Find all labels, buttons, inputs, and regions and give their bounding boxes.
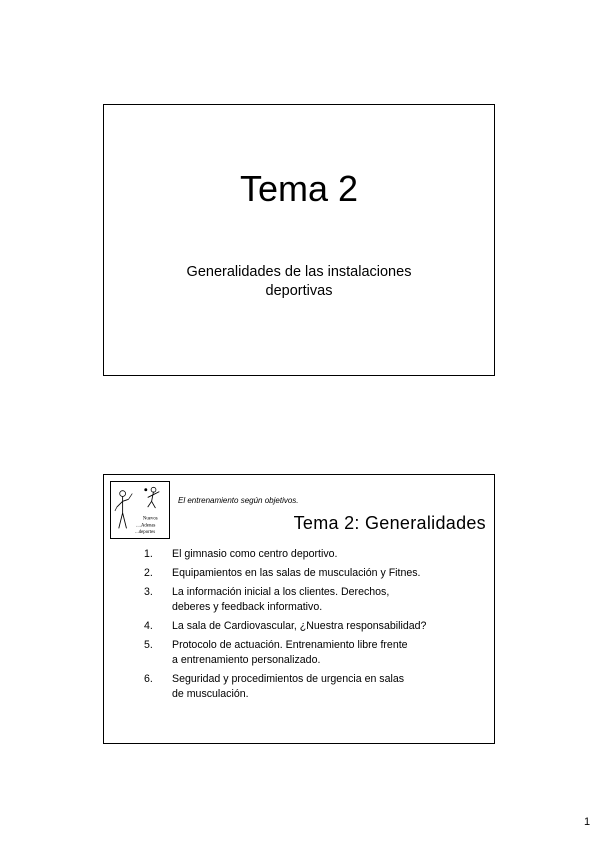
slide-1-title: Tema 2 — [239, 168, 359, 209]
list-item — [144, 547, 489, 562]
list-item-text: deberes y feedback informativo. — [172, 601, 323, 613]
list-item-text: Protocolo de actuación. Entrenamiento libre frente — [172, 639, 408, 651]
list-item-text: Seguridad y procedimientos de urgencia en salas — [172, 673, 405, 685]
list-item — [144, 638, 489, 668]
slide-2-caption: El entrenamiento según objetivos. — [178, 496, 299, 505]
slide-1 — [103, 104, 495, 376]
list-item — [144, 672, 489, 702]
subtitle-line-1: Generalidades de las instalaciones — [186, 264, 412, 280]
list-item — [144, 566, 489, 581]
slide-2-title: Tema 2: Generalidades — [293, 513, 486, 533]
logo-line-2: ....Adenas — [136, 523, 156, 529]
subtitle-line-2: deportivas — [265, 283, 333, 299]
list-item — [144, 619, 489, 634]
list-item-text: a entrenamiento personalizado. — [172, 654, 321, 666]
list-item-number: 2. — [144, 567, 153, 579]
list-item-text: Equipamientos en las salas de musculación y Fitnes. — [172, 567, 421, 579]
list-item-number: 5. — [144, 639, 153, 651]
list-item-text: de musculación. — [172, 688, 249, 700]
slide-1-subtitle — [104, 263, 494, 301]
list-item-number: 4. — [144, 620, 153, 632]
topic-list — [144, 547, 489, 706]
logo-line-3: ...deportes — [135, 530, 156, 536]
list-item-number: 3. — [144, 586, 153, 598]
page-number: 1 — [584, 816, 591, 828]
list-item-text: El gimnasio como centro deportivo. — [172, 548, 338, 560]
list-item-number: 6. — [144, 673, 153, 685]
list-item-text: La sala de Cardiovascular, ¿Nuestra responsabilidad? — [172, 620, 427, 632]
list-item-text: La información inicial a los clientes. Derechos, — [172, 586, 390, 598]
list-item — [144, 585, 489, 615]
list-item-number: 1. — [144, 548, 153, 560]
slide-2 — [103, 474, 495, 744]
sports-figures-logo-icon — [110, 481, 170, 539]
logo-line-1: Nuevos — [142, 516, 158, 522]
